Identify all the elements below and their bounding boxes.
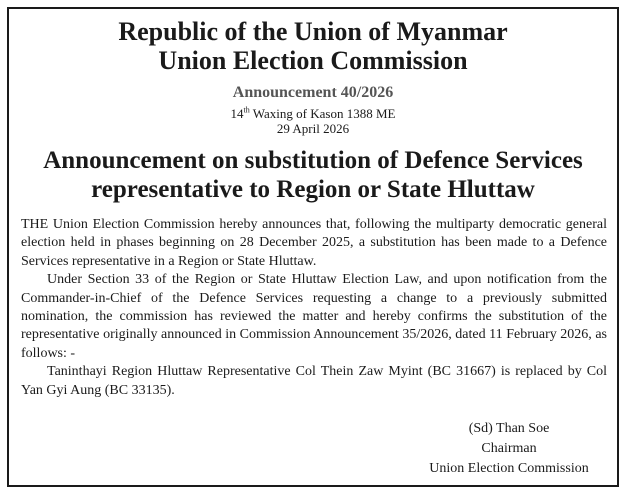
paragraph-2: Under Section 33 of the Region or State Hluttaw Election Law, and upon notification from the Commander-in-Chief of the Defence Services requesting a change to a previously submitted nomination, the commission has reviewed the matter and hereby confirms the substitution of the representative originally announced in Commission Announcement 35/2026, dated 11 February 2026, as follows: -	[21, 272, 607, 361]
commission-name: Union Election Commission	[158, 46, 468, 75]
date-day: 14	[230, 106, 244, 121]
date-rest: Waxing of Kason 1388 ME	[249, 106, 396, 121]
announcement-body	[21, 216, 607, 400]
gregorian-date: 29 April 2026	[276, 121, 350, 136]
header	[9, 17, 617, 204]
announcement-number: Announcement 40/2026	[232, 84, 394, 101]
signatory-organization: Union Election Commission	[429, 461, 589, 476]
myanmar-date	[9, 106, 617, 121]
title-line-2: representative to Region or State Hluttaw	[91, 176, 535, 203]
date-suffix: th	[243, 105, 250, 115]
country-name: Republic of the Union of Myanmar	[118, 17, 508, 46]
announcement-frame	[7, 7, 619, 487]
paragraph-3: Taninthayi Region Hluttaw Representative Col Thein Zaw Myint (BC 31667) is replaced by Col Yan Gyi Aung (BC 33135).	[21, 364, 607, 398]
title-line-1: Announcement on substitution of Defence Services	[43, 147, 583, 174]
signatory-position: Chairman	[481, 441, 537, 456]
signature-block	[409, 419, 609, 479]
paragraph-1: THE Union Election Commission hereby announces that, following the multiparty democratic general election held in phases beginning on 28 December 2025, a substitution has been made to a Defence Services representative in a Region or State Hluttaw.	[21, 217, 607, 269]
signatory-name: (Sd) Than Soe	[468, 421, 550, 436]
announcement-title	[9, 146, 617, 204]
